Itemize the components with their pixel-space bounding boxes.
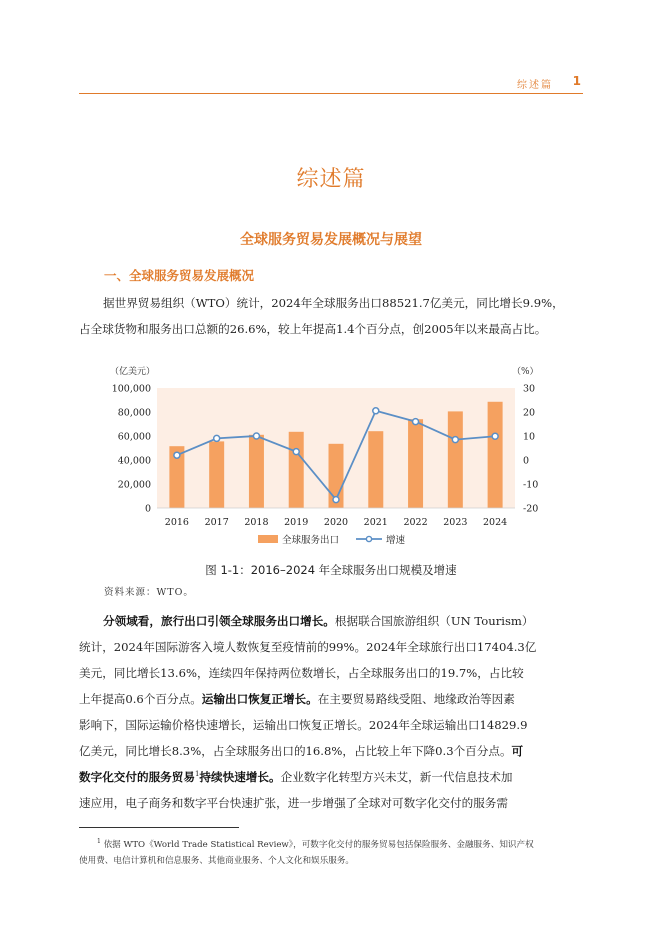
left-tick-label: 100,000: [111, 383, 151, 395]
legend-swatch-export: [258, 535, 278, 543]
growth-point-2016: [174, 452, 180, 458]
body-text: 根据联合国旅游组织（UN Tourism）: [334, 614, 534, 628]
left-tick-label: 40,000: [117, 455, 151, 467]
bar-export-2017: [209, 441, 224, 508]
x-tick-label: 2018: [244, 517, 269, 528]
footnote-ref[interactable]: 1: [194, 770, 200, 779]
body-line-3: 美元，同比增长13.6%，连续四年保持两位数增长，占全球服务出口的19.7%，占比较: [79, 666, 524, 680]
page-number: 1: [572, 74, 581, 88]
bold-lead-digital-end: 持续快速增长。: [199, 770, 281, 784]
footnote-text: 依据 WTO《World Trade Statistical Review》，可数字化交付的服务贸易包括保险服务、金融服务、知识产权: [103, 839, 534, 850]
bar-export-2019: [289, 432, 304, 508]
growth-point-2019: [293, 449, 299, 455]
section-title: 全球服务贸易发展概况与展望: [240, 232, 422, 248]
legend-label-growth: 增速: [386, 535, 406, 546]
right-tick-label: 0: [523, 455, 530, 467]
body-line-2: 统计，2024年国际游客入境人数恢复至疫情前的99%。2024年全球旅行出口17404.3亿: [79, 640, 537, 654]
x-tick-label: 2024: [483, 517, 508, 528]
footnote: [79, 834, 583, 869]
bar-export-2023: [448, 411, 463, 508]
bold-lead-digital: 数字化交付的服务贸易: [79, 770, 195, 784]
bar-export-2021: [368, 431, 383, 508]
bar-export-2018: [249, 435, 264, 508]
intro-line-1: 据世界贸易组织（WTO）统计，2024年全球服务出口88521.7亿美元，同比增长9.9%，: [103, 296, 564, 310]
left-axis-unit: （亿美元）: [110, 367, 156, 377]
legend-marker-growth: [366, 536, 371, 541]
header-rule: [79, 93, 583, 94]
x-tick-label: 2017: [204, 517, 229, 528]
right-tick-label: 30: [523, 383, 536, 395]
services-export-chart: [100, 358, 560, 558]
left-tick-label: 20,000: [117, 479, 151, 491]
left-tick-label: 60,000: [117, 431, 151, 443]
left-tick-label: 0: [144, 503, 151, 515]
growth-point-2017: [214, 435, 220, 441]
growth-point-2018: [253, 433, 259, 439]
body-text: 亿美元，同比增长8.3%，占全球服务出口的16.8%，占比较上年下降0.3个百分点。: [79, 744, 512, 758]
body-line-4: [79, 686, 583, 712]
x-tick-label: 2016: [164, 517, 189, 528]
footnote-number: 1: [97, 838, 101, 845]
left-tick-label: 80,000: [117, 407, 151, 419]
header-section: 综述篇: [517, 80, 553, 91]
body-text: 在主要贸易路线受阻、地缘政治等因素: [317, 692, 515, 706]
subsection-heading: 一、全球服务贸易发展概况: [104, 268, 255, 283]
intro-paragraph: [79, 290, 583, 342]
page-header: [79, 74, 583, 94]
bar-export-2022: [408, 419, 423, 508]
right-tick-label: 20: [523, 407, 536, 419]
x-tick-label: 2021: [363, 517, 388, 528]
bold-lead-digital-start: 可: [511, 744, 524, 758]
figure-source: 资料来源：WTO。: [104, 587, 194, 598]
legend-label-export: 全球服务出口: [282, 535, 340, 546]
growth-point-2023: [452, 437, 458, 443]
growth-point-2020: [333, 497, 339, 503]
body-paragraph: [79, 608, 583, 816]
body-line-5: 影响下，国际运输价格快速增长，运输出口恢复正增长。2024年全球运输出口14829.9: [79, 718, 528, 732]
growth-point-2021: [373, 408, 379, 414]
x-tick-label: 2022: [403, 517, 428, 528]
body-text: 上年提高0.6个百分点。: [79, 692, 202, 706]
right-tick-label: -20: [523, 503, 539, 515]
x-tick-label: 2019: [284, 517, 309, 528]
bar-export-2024: [488, 402, 503, 508]
growth-point-2022: [413, 419, 419, 425]
intro-line-2: 占全球货物和服务出口总额的26.6%，较上年提高1.4个百分点，创2005年以来最高占比。: [79, 322, 547, 336]
body-line-6: [79, 738, 583, 764]
chart-svg: [100, 358, 560, 558]
footnote-rule: [79, 827, 239, 828]
chapter-title: 综述篇: [296, 167, 366, 192]
right-tick-label: 10: [523, 431, 536, 443]
footnote-line-1: [79, 834, 583, 853]
figure-caption: 图 1-1：2016–2024 年全球服务出口规模及增速: [205, 563, 457, 577]
body-line-1: [79, 608, 583, 634]
body-line-8: 速应用，电子商务和数字平台快速扩张，进一步增强了全球对可数字化交付的服务需: [79, 796, 508, 810]
bold-lead-travel: 分领域看，旅行出口引领全球服务出口增长。: [103, 614, 335, 628]
growth-point-2024: [492, 433, 498, 439]
right-axis-unit: （%）: [512, 367, 539, 377]
x-tick-label: 2020: [323, 517, 349, 528]
right-tick-label: -10: [523, 479, 539, 491]
bold-lead-transport: 运输出口恢复正增长。: [201, 692, 318, 706]
x-tick-label: 2023: [443, 517, 468, 528]
body-line-7: [79, 764, 583, 790]
body-text: 企业数字化转型方兴未艾，新一代信息技术加: [280, 770, 513, 784]
footnote-line-2: 使用费、电信计算机和信息服务、其他商业服务、个人文化和娱乐服务。: [79, 855, 355, 866]
